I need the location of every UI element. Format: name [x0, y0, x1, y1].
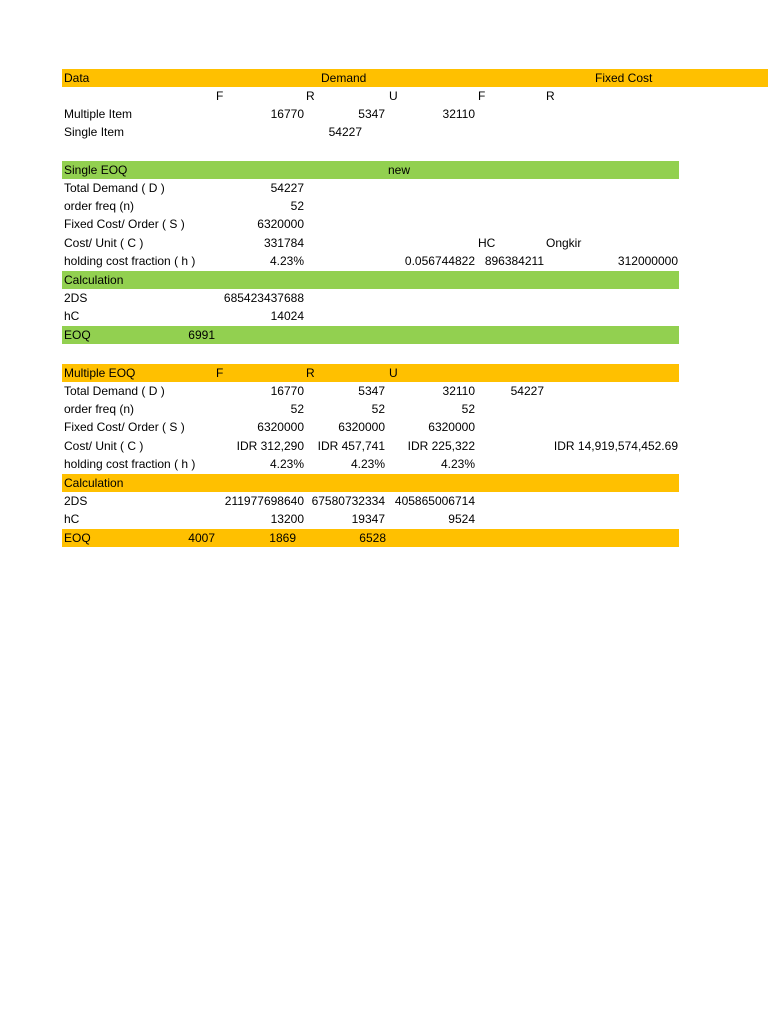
data-label: Data: [64, 71, 90, 85]
cell-r: 4.23%: [350, 457, 385, 471]
cell-r: 67580732334: [311, 494, 385, 508]
cell-r: 6320000: [338, 420, 385, 434]
cell-u: 6320000: [428, 420, 475, 434]
order-freq-row: [62, 197, 768, 215]
col-r: R: [306, 366, 315, 380]
holding-row: [62, 455, 768, 473]
row-label: Total Demand ( D ): [64, 384, 165, 398]
cell-u: 405865006714: [394, 494, 475, 508]
cell-u: 9524: [448, 512, 475, 526]
cell-value: 14024: [270, 309, 304, 323]
single-eoq-header-row: [62, 161, 679, 179]
col-r-cost: R: [546, 89, 555, 103]
cell-ongkir: 312000000: [617, 254, 678, 268]
single-item-row: [62, 123, 768, 141]
cell-f: 13200: [270, 512, 304, 526]
row-label: holding cost fraction ( h ): [64, 457, 196, 471]
row-label: hC: [64, 512, 80, 526]
cell-u: 52: [461, 402, 475, 416]
cell-value: 52: [290, 199, 304, 213]
multiple-item-row: [62, 105, 768, 123]
cell-value: 54227: [270, 181, 304, 195]
two-ds-row: [62, 492, 768, 510]
row-label: hC: [64, 309, 80, 323]
row-label: Single Item: [64, 125, 125, 139]
section-title: Multiple EOQ: [64, 366, 136, 380]
cell-u: 4.23%: [440, 457, 475, 471]
row-label: holding cost fraction ( h ): [64, 254, 196, 268]
cell-r: 1869: [269, 531, 296, 545]
col-f-cost: F: [478, 89, 486, 103]
cell-u: IDR 225,322: [407, 439, 475, 453]
cell-value: 685423437688: [223, 291, 304, 305]
row-label: Cost/ Unit ( C ): [64, 439, 144, 453]
fixed-cost-row: [62, 215, 768, 233]
two-ds-row: [62, 289, 768, 307]
col-f: F: [216, 366, 224, 380]
row-label: Fixed Cost/ Order ( S ): [64, 420, 185, 434]
col-u: U: [389, 366, 398, 380]
cell-hc: 896384211: [484, 254, 544, 268]
cell-r: 52: [371, 402, 385, 416]
col-u: U: [389, 89, 398, 103]
cell-f: 6320000: [257, 420, 304, 434]
cell-value: 331784: [263, 236, 304, 250]
data-subheader-row: [62, 87, 768, 105]
cell-f: 211977698640: [224, 494, 304, 508]
cell-u: 6528: [359, 531, 386, 545]
cell-value: 4.23%: [269, 254, 304, 268]
total-demand-row: [62, 382, 768, 400]
col-r: R: [306, 89, 315, 103]
data-header-row: [62, 69, 768, 87]
calculation-header-row: [62, 474, 679, 492]
cell-total: IDR 14,919,574,452.69: [553, 439, 678, 453]
row-label: Cost/ Unit ( C ): [64, 236, 144, 250]
cell-total: 54227: [510, 384, 544, 398]
row-label: order freq (n): [64, 402, 135, 416]
cell-r: IDR 457,741: [317, 439, 385, 453]
fixed-cost-row: [62, 418, 768, 436]
cell-f: 16770: [270, 384, 304, 398]
cell-fraction: 0.056744822: [404, 254, 475, 268]
cell-r: 5347: [358, 384, 385, 398]
cell-f: IDR 312,290: [236, 439, 304, 453]
holding-row: [62, 252, 768, 270]
cell-value: 6991: [188, 328, 215, 342]
row-label: Fixed Cost/ Order ( S ): [64, 217, 185, 231]
hc-label: HC: [478, 236, 496, 250]
ongkir-label: Ongkir: [546, 236, 582, 250]
new-note: new: [388, 163, 411, 177]
cell-f: 4.23%: [269, 457, 304, 471]
row-label: EOQ: [64, 328, 91, 342]
cell-r: 5347: [358, 107, 385, 121]
row-label: EOQ: [64, 531, 91, 545]
cell-f: 16770: [270, 107, 304, 121]
eoq-row: [62, 529, 679, 547]
cell-u: 32110: [442, 107, 475, 121]
cell-value: 6320000: [257, 217, 304, 231]
cost-unit-row: [62, 234, 768, 252]
demand-label: Demand: [321, 71, 367, 85]
cell-single: 54227: [328, 125, 362, 139]
row-label: 2DS: [64, 291, 88, 305]
calculation-label: Calculation: [64, 476, 124, 490]
cell-f: 4007: [188, 531, 215, 545]
row-label: Multiple Item: [64, 107, 133, 121]
multiple-eoq-header-row: [62, 364, 679, 382]
cell-r: 19347: [351, 512, 385, 526]
calculation-label: Calculation: [64, 273, 124, 287]
row-label: Total Demand ( D ): [64, 181, 165, 195]
eoq-row: [62, 326, 679, 344]
order-freq-row: [62, 400, 768, 418]
fixed-cost-label: Fixed Cost: [595, 71, 653, 85]
total-demand-row: [62, 179, 768, 197]
section-title: Single EOQ: [64, 163, 128, 177]
cost-unit-row: [62, 437, 768, 455]
row-label: 2DS: [64, 494, 88, 508]
calculation-header-row: [62, 271, 679, 289]
cell-f: 52: [290, 402, 304, 416]
row-label: order freq (n): [64, 199, 135, 213]
hc-row: [62, 307, 768, 325]
col-f: F: [216, 89, 224, 103]
hc-row: [62, 510, 768, 528]
cell-u: 32110: [442, 384, 475, 398]
